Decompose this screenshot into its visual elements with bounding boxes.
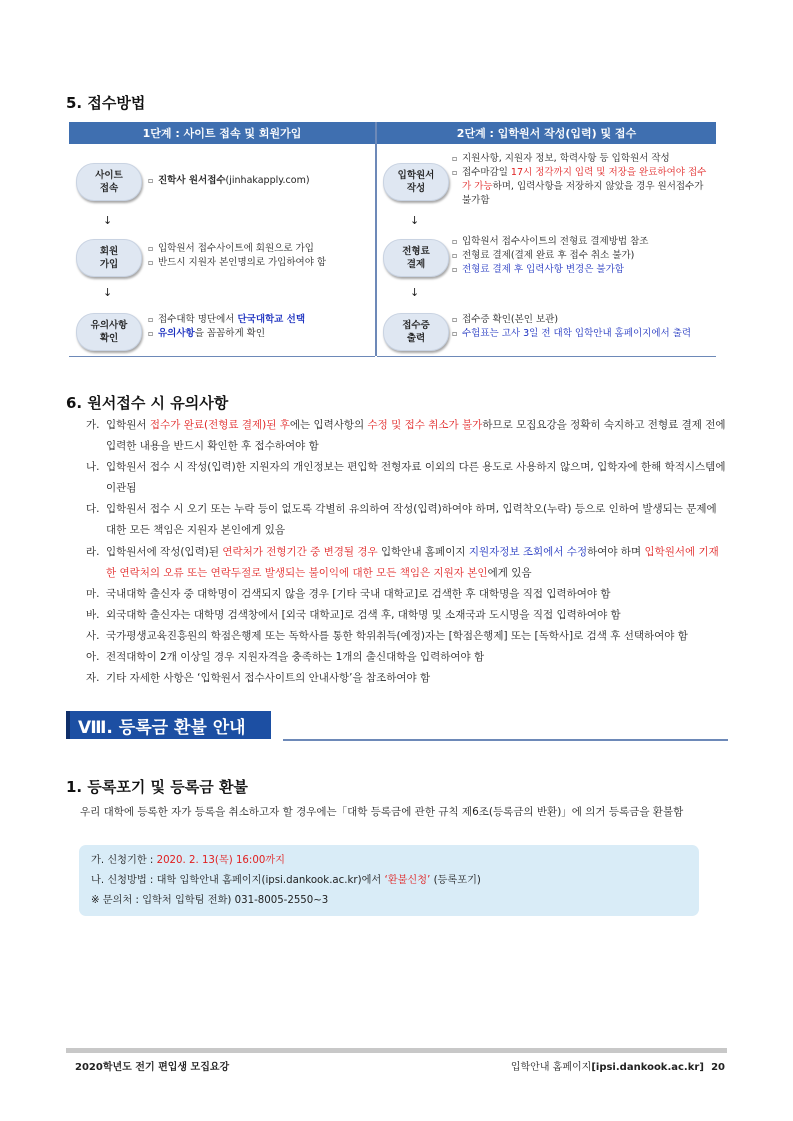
text-run: 2020. 2. 13(목) 16:00까지 (156, 855, 285, 866)
text-run: (등록포기) (430, 875, 481, 886)
step-item (452, 327, 714, 341)
text-run: 진학사 원서접수 (158, 175, 226, 186)
text-run: 외국대학 출신자는 대학명 검색창에서 [외국 대학교]로 검색 후, 대학명 및 소재국과 도시명을 직접 입력하여야 함 (106, 608, 621, 621)
down-arrow-icon: ↓ (103, 214, 113, 227)
text-run: (jinhakapply.com) (225, 175, 310, 186)
step-item (148, 256, 370, 270)
note-item (86, 415, 726, 457)
text-run: 입학원서 접수 시 오기 또는 누락 등이 없도록 각별히 유의하여 작성(입력)하여야 하며, 입력착오(누락) 등으로 인하여 발생되는 문제에 대한 모든 책임은 지원자 본인에게 있음 (106, 503, 717, 537)
text-run: 17시 정각까지 입력 및 저장을 완료하여야 접수가 가능 (462, 167, 707, 192)
text-run: 에게 있음 (487, 566, 532, 579)
text-run: 지원자정보 조회에서 수정 (468, 545, 588, 558)
step1-header: 1단계 : 사이트 접속 및 회원가입 (69, 122, 375, 144)
note-item (86, 668, 726, 689)
note-item (86, 605, 726, 626)
text-run: 국내대학 출신자 중 대학명이 검색되지 않을 경우 [기타 국내 대학교]로 검색한 후 대학명을 직접 입력하여야 함 (106, 587, 611, 600)
left-step-items (148, 242, 370, 270)
step-item (452, 166, 714, 208)
note-item (86, 457, 726, 499)
text-run: 을 꼼꼼하게 확인 (194, 328, 265, 339)
pill-label: 접수증 (402, 320, 430, 331)
text-run: 수험표는 고사 3일 전 대학 입학안내 홈페이지에서 출력 (462, 328, 692, 339)
text-run: 접수증 확인(본인 보관) (462, 314, 559, 325)
note-marker: 자. (86, 672, 100, 685)
footer-site-url[interactable]: [ipsi.dankook.ac.kr] (591, 1062, 704, 1073)
left-step-pill (76, 163, 142, 201)
footer-site-label: 입학안내 홈페이지 (510, 1062, 592, 1073)
text-run: 기타 자세한 사항은 ‘입학원서 접수사이트의 안내사항’을 참조하여야 함 (106, 672, 431, 685)
text-run: 나. 신청방법 : 대학 입학안내 홈페이지(ipsi.dankook.ac.kr)에서 (91, 875, 385, 886)
text-run: 지원사항, 지원자 정보, 학력사항 등 입학원서 작성 (462, 153, 670, 164)
text-run: 가. 신청기한 : (91, 855, 157, 866)
note-marker: 아. (86, 651, 100, 664)
pill-label: 사이트 (95, 170, 123, 181)
step-item (452, 263, 714, 277)
refund-info-box (79, 845, 699, 916)
info-line (91, 851, 699, 871)
refund-intro: 우리 대학에 등록한 자가 등록을 취소하고자 할 경우에는「대학 등록금에 관한 규칙 제6조(등록금의 반환)」에 의거 등록금을 환불함 (80, 806, 684, 818)
text-run: 단국대학교 선택 (237, 314, 306, 325)
text-run: 입학원서 접수사이트의 전형료 결제방법 참조 (462, 236, 649, 247)
footer-rule (66, 1048, 727, 1053)
step-item (148, 174, 370, 188)
text-run: 입학안내 홈페이지 (377, 545, 469, 558)
banner-rule (283, 739, 728, 741)
pill-label: 유의사항 (90, 320, 128, 331)
text-run: 입학원서에 기재한 연락처의 오류 또는 연락두절로 발생되는 불이익에 대한 모든 책임은 지원자 본인 (106, 545, 719, 579)
text-run: ‘환불신청’ (384, 875, 431, 886)
info-line (91, 891, 699, 911)
text-run: 연락처가 전형기간 중 변경될 경우 (222, 545, 378, 558)
note-item (86, 626, 726, 647)
right-step-items (452, 313, 714, 341)
pill-label: 출력 (406, 333, 426, 344)
note-item (86, 542, 726, 584)
notes-list (86, 415, 726, 689)
right-step-pill (383, 163, 449, 201)
left-step-items (148, 174, 370, 188)
right-step-items (452, 152, 714, 208)
pill-label: 입학원서 (397, 170, 435, 181)
section-6-title: 6. 원서접수 시 유의사항 (66, 394, 229, 412)
text-run: 입학원서에 작성(입력)된 (106, 545, 223, 558)
step-item (452, 249, 714, 263)
pill-label: 전형료 (402, 246, 430, 257)
text-run: 국가평생교육진흥원의 학점은행제 또는 독학사를 통한 학위취득(예정)자는 [학점은행제] 또는 [독학사]로 검색 후 선택하여야 함 (106, 629, 688, 642)
note-item (86, 647, 726, 668)
section-5-title: 5. 접수방법 (66, 94, 146, 112)
pill-label: 결제 (406, 259, 426, 270)
pill-label: 작성 (406, 183, 426, 194)
step-item (452, 152, 714, 166)
text-run: 하여야 하며 (587, 545, 645, 558)
step-item (148, 242, 370, 256)
note-item (86, 499, 726, 541)
text-run: 접수대학 명단에서 (158, 314, 238, 325)
step-item (452, 313, 714, 327)
text-run: 하며, 입력사항을 저장하지 않았을 경우 원서접수가 불가함 (462, 181, 704, 206)
note-marker: 바. (86, 608, 100, 621)
text-run: ※ 문의처 : 입학처 입학팀 전화) 031-8005-2550~3 (91, 895, 329, 906)
pill-label: 가입 (99, 259, 119, 270)
text-run: 접수마감일 (462, 167, 511, 178)
text-run: 입학원서 (106, 419, 150, 431)
left-step-items (148, 313, 370, 341)
right-step-pill (383, 313, 449, 351)
down-arrow-icon: ↓ (103, 286, 113, 299)
step2-header: 2단계 : 입학원서 작성(입력) 및 접수 (377, 122, 716, 144)
right-step-pill (383, 239, 449, 277)
note-marker: 나. (86, 461, 100, 474)
text-run: 반드시 지원자 본인명의로 가입하여야 함 (158, 257, 327, 268)
pill-label: 회원 (99, 246, 119, 257)
left-step-pill (76, 239, 142, 277)
text-run: 전형료 결제(결제 완료 후 접수 취소 불가) (462, 250, 635, 261)
right-step-items (452, 235, 714, 277)
step-item (452, 235, 714, 249)
pill-label: 확인 (99, 333, 119, 344)
footer-site (511, 1058, 725, 1073)
note-marker: 라. (86, 545, 100, 558)
text-run: 입학원서 접수사이트에 회원으로 가입 (158, 243, 314, 254)
info-line (91, 871, 699, 891)
step-item (148, 327, 370, 341)
pill-label: 접속 (99, 183, 119, 194)
text-run: 에는 입력사항의 (289, 419, 368, 431)
text-run: 입학원서 접수 시 작성(입력)한 지원자의 개인정보는 편입학 전형자료 이외의 다른 용도로 사용하지 않으며, 입학자에 한해 학적시스템에 이관됨 (106, 461, 726, 495)
step-item (148, 313, 370, 327)
note-item (86, 584, 726, 605)
text-run: 하므로 모집요강을 정확히 숙지하고 전형료 결제 전에 입력한 내용을 반드시 확인한 후 접수하여야 함 (106, 419, 726, 453)
note-marker: 다. (86, 503, 100, 516)
text-run: 유의사항 (158, 328, 195, 339)
text-run: 전적대학이 2개 이상일 경우 지원자격을 충족하는 1개의 출신대학을 입력하여야 함 (106, 651, 485, 664)
step-divider (375, 122, 377, 356)
down-arrow-icon: ↓ (410, 286, 420, 299)
text-run: 접수가 완료(전형료 결제)된 후 (149, 419, 290, 431)
note-marker: 가. (86, 419, 100, 431)
page-number: 20 (711, 1062, 725, 1073)
note-marker: 사. (86, 629, 100, 642)
text-run: 수정 및 접수 취소가 불가 (367, 419, 483, 431)
text-run: 전형료 결제 후 입력사항 변경은 불가함 (462, 264, 624, 275)
refund-subtitle: 1. 등록포기 및 등록금 환불 (66, 778, 248, 796)
down-arrow-icon: ↓ (410, 214, 420, 227)
footer-doc-title: 2020학년도 전기 편입생 모집요강 (75, 1062, 230, 1073)
section-8-banner: Ⅷ. 등록금 환불 안내 (66, 711, 271, 739)
note-marker: 마. (86, 587, 100, 600)
left-step-pill (76, 313, 142, 351)
